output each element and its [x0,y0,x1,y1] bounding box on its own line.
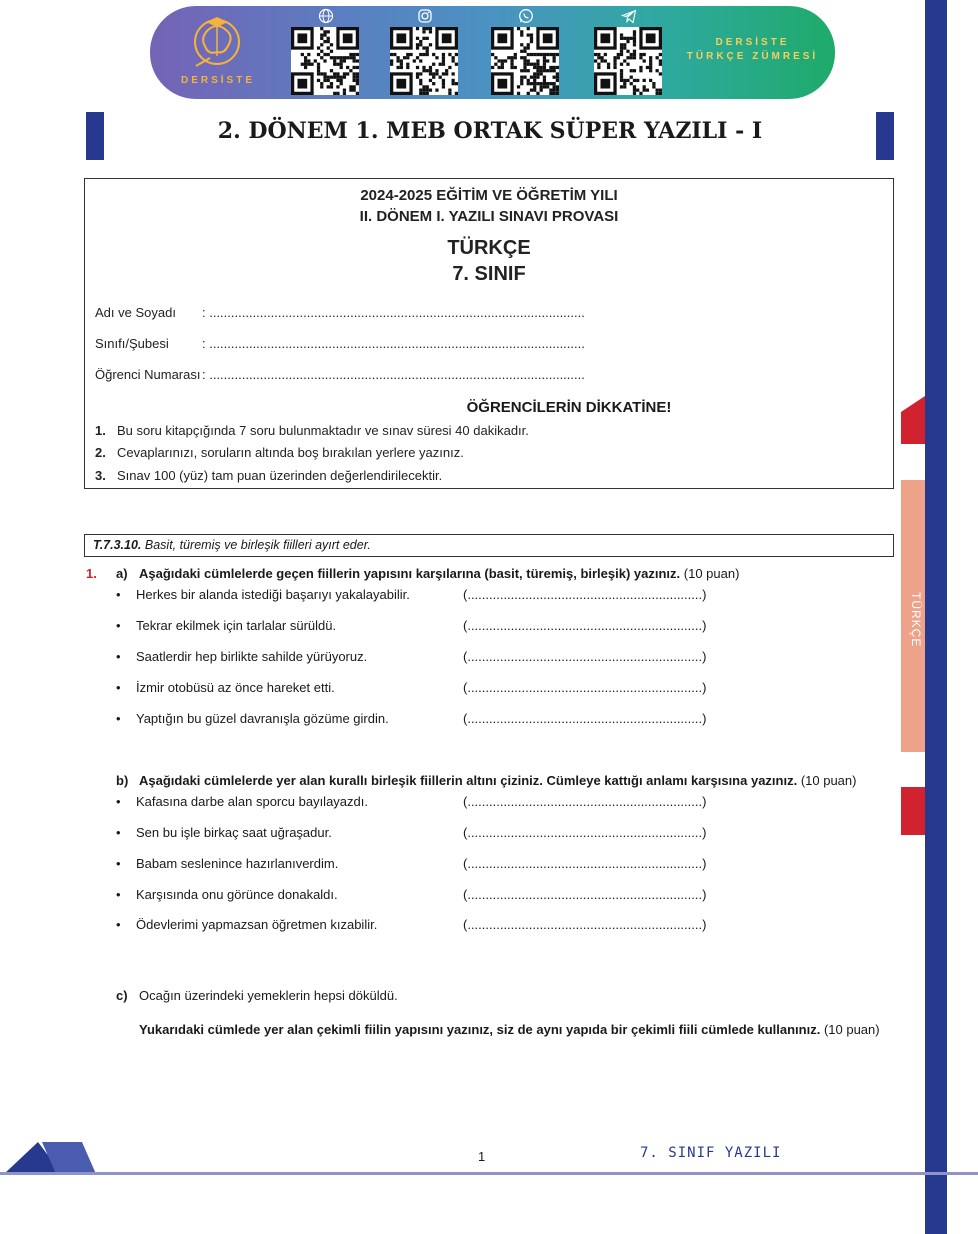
part-a-instruction [139,566,739,581]
brand-line-1: DERSİSTE [715,37,790,48]
bullet: • [116,825,121,840]
outcome-code: T.7.3.10. [93,538,142,552]
name-field[interactable] [95,305,585,320]
bullet: • [116,587,121,602]
answer-blank[interactable]: (.................................................................) [463,680,707,695]
question-number: 1. [86,566,97,581]
sentence: İzmir otobüsü az önce hareket etti. [136,680,335,695]
sentence: Herkes bir alanda istediği başarıyı yakalayabilir. [136,587,410,602]
rule-text: Sınav 100 (yüz) tam puan üzerinden değerlendirilecektir. [117,468,443,483]
class-field[interactable] [95,336,585,351]
sentence: Sen bu işle birkaç saat uğraşadur. [136,825,332,840]
answer-blank[interactable]: (.................................................................) [463,825,707,840]
part-b-instruction [139,773,899,788]
learning-outcome [84,534,894,557]
field-dots: : ........................................................................................................ [202,336,585,351]
qr-instagram[interactable] [390,8,460,95]
answer-blank[interactable]: (.................................................................) [463,711,707,726]
list-item [116,856,716,874]
part-b-label: b) [116,773,129,788]
answer-blank[interactable]: (.................................................................) [463,887,707,902]
brand-line-2: TÜRKÇE ZÜMRESİ [686,51,819,62]
qr-code [390,27,458,95]
exam-info-box [84,178,894,489]
answer-blank[interactable]: (.................................................................) [463,649,707,664]
banner-brand [675,36,830,64]
footer-line [0,1172,978,1175]
points: (10 puan) [797,773,857,788]
field-dots: : ........................................................................................................ [202,305,585,320]
qr-code [491,27,559,95]
qr-code [291,27,359,95]
list-item [116,618,716,636]
bullet: • [116,680,121,695]
bullet: • [116,618,121,633]
subject: TÜRKÇE [447,237,531,259]
list-item [116,587,716,605]
grade: 7. SINIF [452,263,526,285]
page-title: 2. DÖNEM 1. MEB ORTAK SÜPER YAZILI - I [217,118,763,144]
answer-blank[interactable]: (.................................................................) [463,917,707,932]
list-item [116,649,716,667]
rule-number: 2. [95,445,106,460]
whatsapp-icon [518,8,534,24]
field-label: Adı ve Soyadı [95,305,176,320]
bullet: • [116,711,121,726]
telegram-icon [621,8,637,24]
page-number: 1 [478,1149,486,1164]
instruction-text: Aşağıdaki cümlelerde geçen fiillerin yapısını karşılarına (basit, türemiş, birleşik) yazınız. [139,566,681,581]
sentence: Saatlerdir hep birlikte sahilde yürüyoruz. [136,649,368,664]
rule-item [95,423,529,438]
rule-text: Bu soru kitapçığında 7 soru bulunmaktadır ve sınav süresi 40 dakikadır. [117,423,529,438]
list-item [116,680,716,698]
qr-website[interactable] [291,8,361,95]
answer-blank[interactable]: (.................................................................) [463,618,707,633]
part-a-label: a) [116,566,128,581]
field-label: Öğrenci Numarası [95,367,201,382]
sentence: Kafasına darbe alan sporcu bayılayazdı. [136,794,368,809]
instruction-text: Yukarıdaki cümlede yer alan çekimli fiilin yapısını yazınız, siz de aynı yapıda bir çekimli fiili cümlede kullanınız. [139,1022,821,1037]
notice-title: ÖĞRENCİLERİN DİKKATİNE! [466,399,672,416]
side-decoration-bar [925,0,947,1234]
side-tab-red-bottom [901,787,925,835]
globe-icon [318,8,334,24]
list-item [116,794,716,812]
rule-item [95,468,442,483]
bullet: • [116,917,121,932]
sentence: Ödevlerimi yapmazsan öğretmen kızabilir. [136,917,378,932]
bullet: • [116,856,121,871]
sentence: Tekrar ekilmek için tarlalar sürüldü. [136,618,337,633]
title-left-tab [86,112,104,160]
sentence: Yaptığın bu güzel davranışla gözüme girdin. [136,711,389,726]
list-item [116,917,716,935]
list-item [116,887,716,905]
sentence: Karşısında onu görünce donakaldı. [136,887,338,902]
points: (10 puan) [680,566,740,581]
qr-telegram[interactable] [594,8,664,95]
title-right-tab [876,112,894,160]
list-item [116,825,716,843]
instagram-icon [417,8,433,24]
bullet: • [116,887,121,902]
part-c-label: c) [116,988,128,1003]
qr-whatsapp[interactable] [491,8,561,95]
footer-grade: 7. SINIF YAZILI [640,1145,782,1161]
answer-blank[interactable]: (.................................................................) [463,587,707,602]
points: (10 puan) [820,1022,880,1037]
instruction-text: Aşağıdaki cümlelerde yer alan kurallı birleşik fiillerin altını çiziniz. Cümleye kattığı anlamı karşısına yazınız. [139,773,798,788]
field-label: Sınıfı/Şubesi [95,336,169,351]
part-c-sentence: Ocağın üzerindeki yemeklerin hepsi döküldü. [139,988,398,1003]
school-year: 2024-2025 EĞİTİM VE ÖĞRETİM YILI [360,187,618,204]
student-number-field[interactable] [95,367,585,382]
answer-blank[interactable]: (.................................................................) [463,794,707,809]
answer-blank[interactable]: (.................................................................) [463,856,707,871]
bullet: • [116,649,121,664]
list-item [116,711,716,729]
outcome-text: Basit, türemiş ve birleşik fiilleri ayırt eder. [141,538,371,552]
field-dots: : ........................................................................................................ [202,367,585,382]
exam-name: II. DÖNEM I. YAZILI SINAVI PROVASI [359,208,619,225]
part-c-instruction [139,1022,909,1037]
rule-text: Cevaplarınızı, soruların altında boş bırakılan yerlere yazınız. [117,445,464,460]
rule-item [95,445,464,460]
bullet: • [116,794,121,809]
qr-code [594,27,662,95]
side-tab-label: TÜRKÇE [909,592,923,648]
footer-decoration [4,1142,100,1174]
logo-text: DERSİSTE [181,75,256,86]
rule-number: 3. [95,468,106,483]
sentence: Babam seslenince hazırlanıverdim. [136,856,339,871]
brain-logo-icon [186,14,248,72]
rule-number: 1. [95,423,106,438]
